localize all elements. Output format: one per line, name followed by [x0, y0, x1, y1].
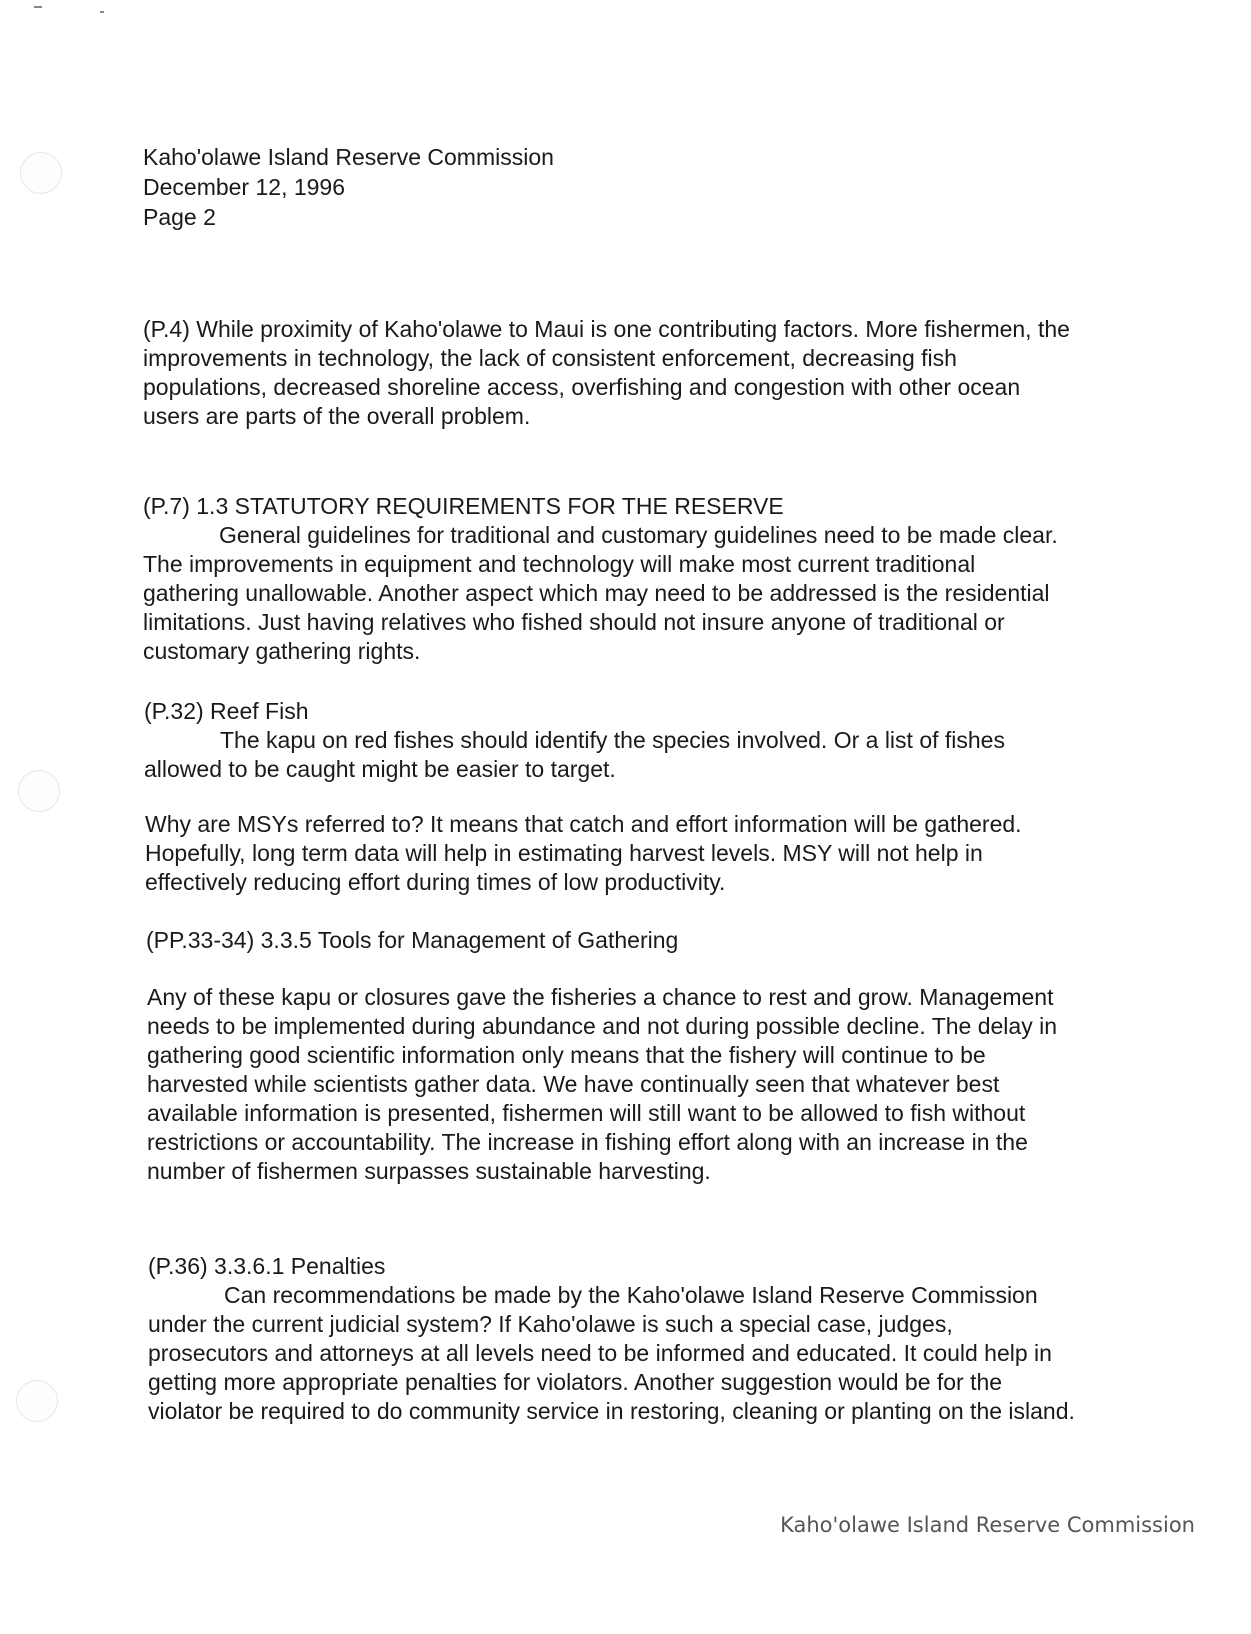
scan-speck: [100, 11, 104, 13]
header-page-number: Page 2: [143, 204, 216, 230]
footer-watermark: Kaho'olawe Island Reserve Commission: [780, 1513, 1195, 1537]
section-p7-text: General guidelines for traditional and customary guidelines need to be made clear. The improvements in equipment and technology will make most current traditional gathering unallowable. Another aspect which may need to be addressed is the residential limitations. Just having relatives who fished should not insure anyone of traditional or customary gathering rights.: [143, 522, 1058, 664]
section-p4: [143, 315, 1073, 431]
section-pp33-body: [147, 983, 1077, 1186]
section-p7-heading: (P.7) 1.3 STATUTORY REQUIREMENTS FOR THE RESERVE: [143, 493, 784, 519]
section-pp33-heading: (PP.33-34) 3.3.5 Tools for Management of Gathering: [146, 927, 679, 953]
section-pp33: [146, 926, 1076, 955]
section-p36-text: Can recommendations be made by the Kaho'olawe Island Reserve Commission under the current judicial system? If Kaho'olawe is such a special case, judges, prosecutors and attorneys at all levels need to be informed and educated. It could help in getting more appropriate penalties for violators. Another suggestion would be for the violator be required to do community service in restoring, cleaning or planting on the island.: [148, 1282, 1075, 1424]
header-organization: Kaho'olawe Island Reserve Commission: [143, 144, 554, 170]
section-p4-text: (P.4) While proximity of Kaho'olawe to Maui is one contributing factors. More fishermen, the improvements in technology, the lack of consistent enforcement, decreasing fish populations, decreased shoreline access, overfishing and congestion with other ocean users are parts of the overall problem.: [143, 316, 1070, 429]
section-p7: [143, 492, 1073, 666]
section-p36-heading: (P.36) 3.3.6.1 Penalties: [148, 1253, 386, 1279]
section-p32-msy-text: Why are MSYs referred to? It means that catch and effort information will be gathered. Hopefully, long term data will help in estimating harvest levels. MSY will not help in effectively reducing effort during times of low productivity.: [145, 811, 1022, 895]
section-pp33-text: Any of these kapu or closures gave the fisheries a chance to rest and grow. Management needs to be implemented during abundance and not during possible decline. The delay in gathering good scientific information only means that the fishery will continue to be harvested while scientists gather data. We have continually seen that whatever best available information is presented, fishermen will still want to be allowed to fish without restrictions or accountability. The increase in fishing effort along with an increase in the number of fishermen surpasses sustainable harvesting.: [147, 984, 1057, 1184]
section-p36: [148, 1252, 1078, 1426]
binder-hole-bottom: [16, 1380, 58, 1422]
binder-hole-top: [20, 152, 62, 194]
section-p32-text: The kapu on red fishes should identify the species involved. Or a list of fishes allowed to be caught might be easier to target.: [144, 727, 1005, 782]
section-p32: [144, 697, 1074, 784]
scan-speck: [34, 6, 42, 8]
binder-hole-middle: [18, 770, 60, 812]
section-p32-heading: (P.32) Reef Fish: [144, 698, 309, 724]
section-p32-msy: [145, 810, 1075, 897]
header-date: December 12, 1996: [143, 174, 346, 200]
letter-header: [143, 142, 554, 232]
